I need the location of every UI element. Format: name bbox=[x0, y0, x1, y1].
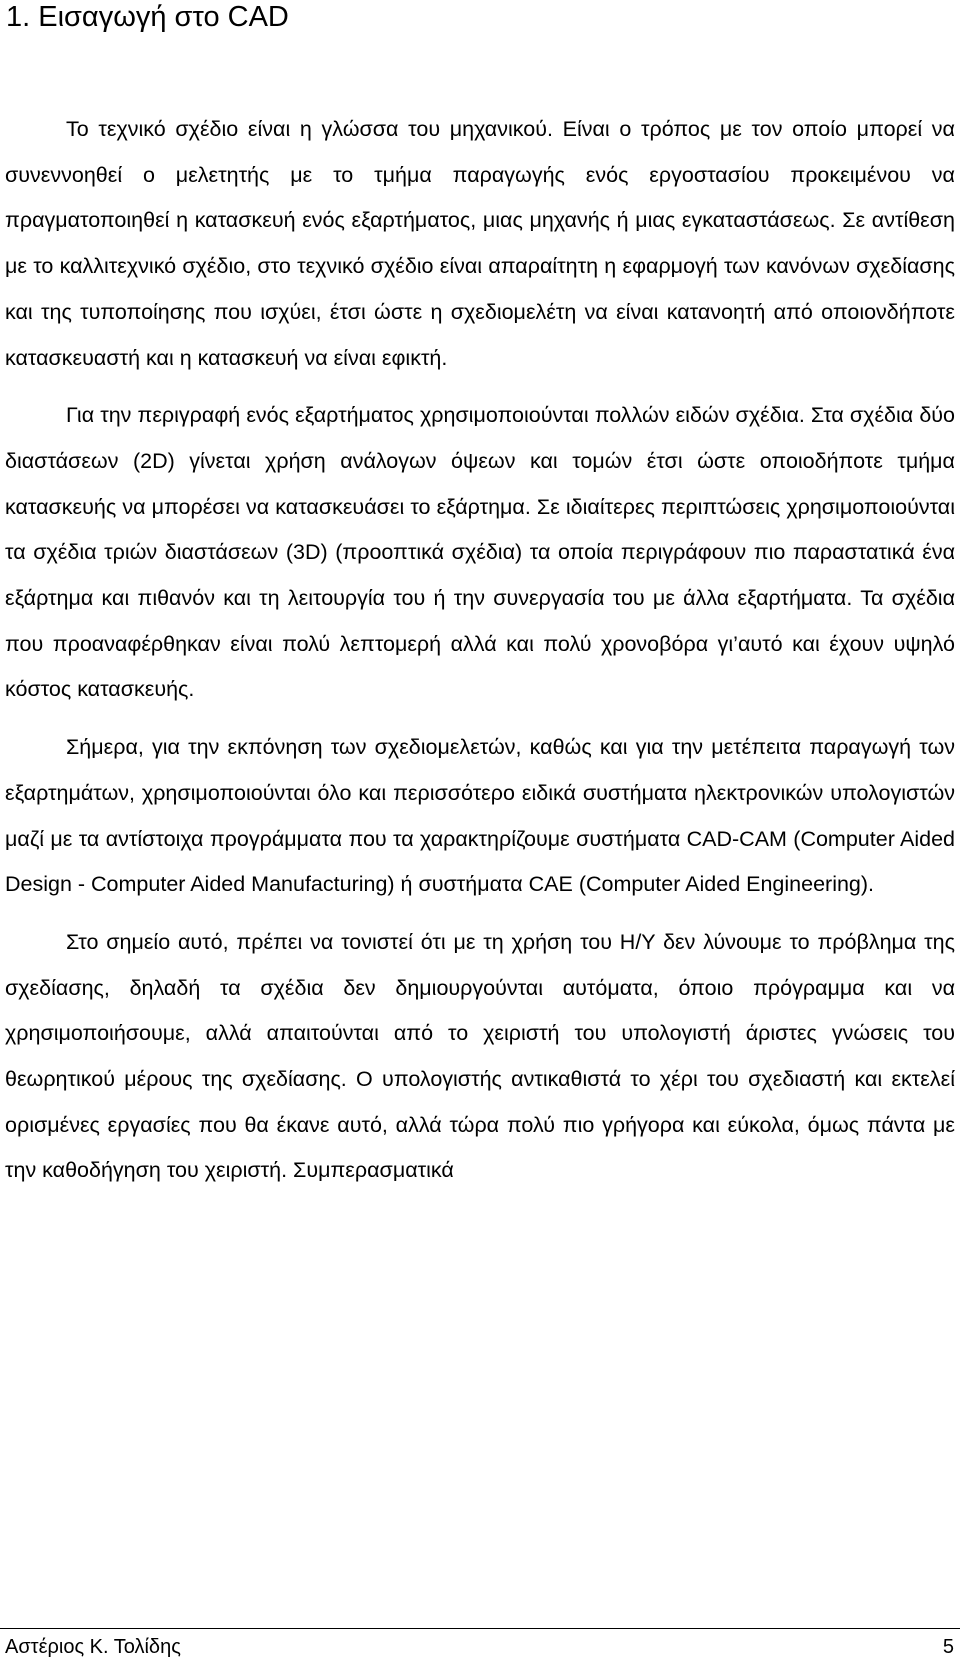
paragraph-cad-cam-systems: Σήμερα, για την εκπόνηση των σχεδιομελετών, καθώς και για την μετέπειτα παραγωγή των εξαρτημάτων, χρησιμοποιούνται όλο και περισσότερο ειδικά συστήματα ηλεκτρονικών υπολογιστών μαζί με τα αντίστοιχα προγράμματα που τα χαρακτηρίζουμε συστήματα CAD-CAM (Computer Aided Design - Computer Aided Manufacturing) ή συστήματα CAE (Computer Aided Engineering). bbox=[5, 735, 955, 897]
body-text bbox=[5, 107, 955, 1194]
paragraph-drawing-types: Για την περιγραφή ενός εξαρτήματος χρησιμοποιούνται πολλών ειδών σχέδια. Στα σχέδια δύο διαστάσεων (2D) γίνεται χρήση ανάλογων όψεων και τομών έτσι ώστε οποιοδήποτε τμήμα κατασκευής να μπορέσει να κατασκευάσει το εξάρτημα. Σε ιδιαίτερες περιπτώσεις χρησιμοποιούνται τα σχέδια τριών διαστάσεων (3D) (προοπτικά σχέδια) τα οποία περιγράφουν πιο παραστατικά ένα εξάρτημα και πιθανόν και τη λειτουργία του ή την συνεργασία του με άλλα εξαρτήματα. Τα σχέδια που προαναφέρθηκαν είναι πολύ λεπτομερή αλλά και πολύ χρονοβόρα γι’αυτό και έχουν υψηλό κόστος κατασκευής. bbox=[5, 403, 955, 702]
page-number: 5 bbox=[942, 1636, 954, 1658]
paragraph-computer-role: Στο σημείο αυτό, πρέπει να τονιστεί ότι με τη χρήση του Η/Υ δεν λύνουμε το πρόβλημα της σχεδίασης, δηλαδή τα σχέδια δεν δημιουργούνται αυτόματα, όποιο πρόγραμμα και να χρησιμοποιήσουμε, αλλά απαιτούνται από το χειριστή του υπολογιστή άριστες γνώσεις του θεωρητικού μέρους της σχεδίασης. Ο υπολογιστής αντικαθιστά το χέρι του σχεδιαστή και εκτελεί ορισμένες εργασίες που θα έκανε αυτό, αλλά τώρα πολύ πιο γρήγορα και εύκολα, όμως πάντα με την καθοδήγηση του χειριστή. Συμπερασματικά bbox=[5, 929, 955, 1183]
paragraph-spacer bbox=[5, 908, 955, 920]
paragraph-spacer bbox=[5, 381, 955, 393]
footer-author: Αστέριος Κ. Τολίδης bbox=[5, 1636, 181, 1658]
paragraph-spacer bbox=[5, 713, 955, 725]
page-footer bbox=[0, 1628, 960, 1661]
section-heading: 1. Εισαγωγή στο CAD bbox=[6, 1, 289, 33]
paragraph-cad-intro: Το τεχνικό σχέδιο είναι η γλώσσα του μηχανικού. Είναι ο τρόπος με τον οποίο μπορεί να συνεννοηθεί ο μελετητής με το τμήμα παραγωγής ενός εργοστασίου προκειμένου να πραγματοποιηθεί η κατασκευή ενός εξαρτήματος, μιας μηχανής ή μιας εγκαταστάσεως. Σε αντίθεση με το καλλιτεχνικό σχέδιο, στο τεχνικό σχέδιο είναι απαραίτητη η εφαρμογή των κανόνων σχεδίασης και της τυποποίησης που ισχύει, έτσι ώστε η σχεδιομελέτη να είναι κατανοητή από οποιονδήποτε κατασκευαστή και η κατασκευή να είναι εφικτή. bbox=[5, 117, 955, 370]
